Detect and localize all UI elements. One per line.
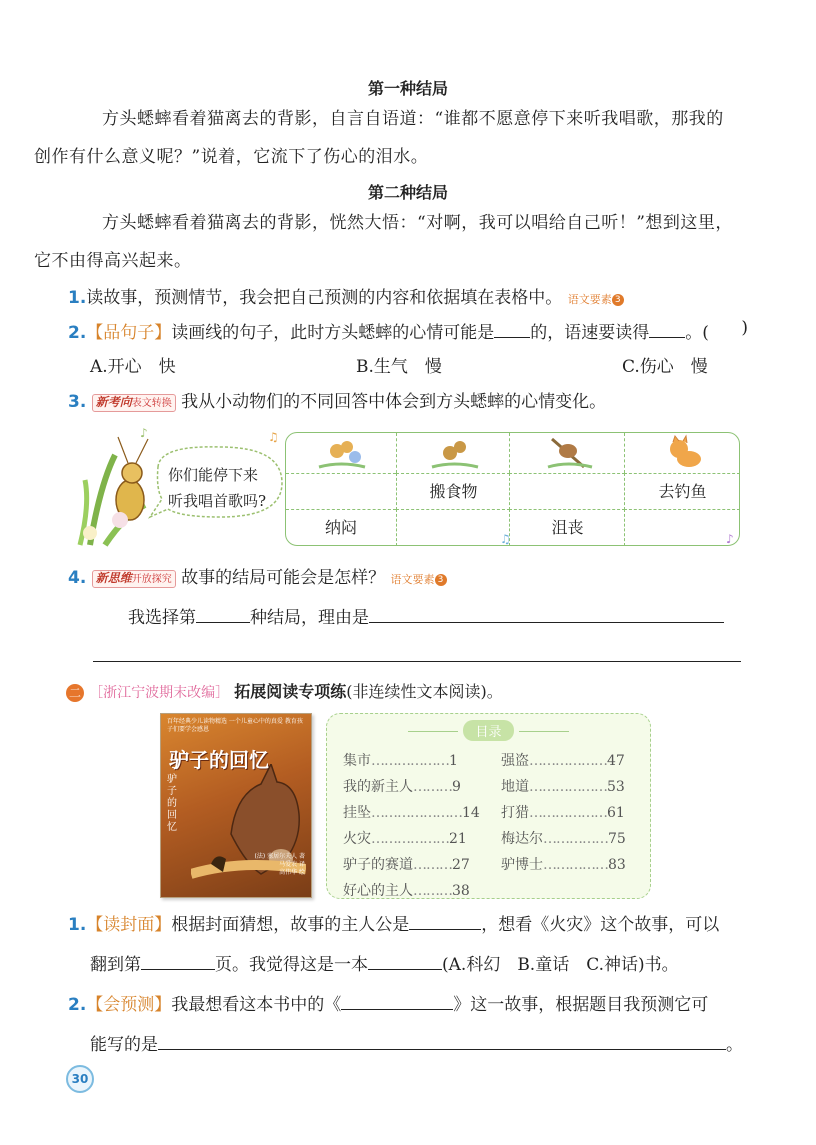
question-text: 我从小动物们的不同回答中体会到方头蟋蟀的心情变化。	[181, 392, 607, 412]
toc-entry-page: 1	[449, 753, 458, 769]
toc-entry-page: 9	[452, 779, 461, 795]
table-cell[interactable]	[624, 509, 740, 546]
answer-blank[interactable]	[196, 605, 250, 623]
cat-icon	[653, 433, 713, 469]
music-note-icon: ♫	[268, 430, 279, 444]
toc-entry-dots: ………………	[371, 753, 449, 769]
toc-entry[interactable]	[501, 776, 625, 796]
language-element-badge: 语文要素 3	[391, 571, 447, 587]
toc-entry[interactable]	[343, 750, 458, 770]
toc-entry-name: 挂坠	[343, 805, 371, 821]
q4-answer-line	[128, 603, 741, 628]
book-translator: 马爱农 译	[279, 861, 305, 868]
question-text: ，想看《火灾》这个故事，可以	[481, 915, 720, 935]
toc-entry-page: 14	[462, 805, 480, 821]
toc-entry-dots: …………………	[371, 805, 462, 821]
ending2-line2: 它不由得高兴起来。	[34, 251, 192, 271]
answer-blank[interactable]	[158, 1032, 726, 1050]
toc-entry-dots: ………………	[371, 831, 449, 847]
toc-entry-name: 我的新主人	[343, 779, 413, 795]
answer-blank[interactable]	[141, 952, 215, 970]
question-number: 1.	[68, 915, 87, 935]
question-text: 。(	[685, 323, 709, 343]
source-tag: ［浙江宁波期末改编］	[89, 685, 230, 701]
question-tag: 【读封面】	[86, 915, 172, 935]
section2-title: 拓展阅读专项练	[234, 682, 347, 701]
book-blurb: 百年经典少儿读物精选 一个儿童心中的真爱 教育孩子们要学会感恩	[167, 718, 303, 733]
music-note-icon: ♫	[500, 532, 511, 546]
toc-entry[interactable]	[343, 802, 480, 822]
ending1-paragraph	[34, 100, 748, 176]
toc-entry-dots: ……………	[543, 857, 608, 873]
question-number: 2.	[68, 995, 87, 1015]
bubble-line: 你们能停下来	[168, 466, 259, 484]
question-text: 能写的是	[90, 1035, 158, 1055]
book-credits	[255, 853, 306, 877]
table-cell: 沮丧	[509, 509, 625, 546]
question-tag: 【会预测】	[86, 995, 172, 1015]
new-thinking-tag: 新思维开放探究	[92, 570, 176, 588]
table-cell[interactable]	[509, 473, 625, 510]
book-cover	[160, 713, 312, 898]
ending1-title: 第一种结局	[367, 79, 448, 98]
answer-blank[interactable]	[368, 952, 442, 970]
page-number: 30	[66, 1065, 94, 1093]
answer-blank[interactable]	[369, 605, 724, 623]
question-3	[68, 387, 606, 412]
table-header-cell	[396, 433, 510, 473]
answer-blank[interactable]	[341, 992, 453, 1010]
section2-subtitle: (非连续性文本阅读)。	[346, 682, 503, 701]
answer-text: 我选择第	[128, 608, 196, 628]
answer-text: 种结局，理由是	[250, 608, 369, 628]
table-of-contents	[326, 713, 651, 899]
bubble-line: 听我唱首歌吗?	[168, 492, 267, 510]
question-text: 读故事，预测情节，我会把自己预测的内容和依据填在表格中。	[86, 288, 563, 308]
toc-entry-name: 驴博士	[501, 857, 543, 873]
table-cell[interactable]	[396, 509, 510, 546]
toc-entry[interactable]	[501, 750, 625, 770]
toc-entry-dots: ………………	[529, 805, 607, 821]
question-text: 我最想看这本书中的《	[171, 995, 342, 1015]
question-number: 1.	[68, 288, 87, 308]
ending1-line1: 方头蟋蟀看着猫离去的背影，自言自语道：“谁都不愿意停下来听我唱歌，那我的	[102, 109, 724, 129]
sparrow-icon	[538, 433, 598, 469]
s2-question-1-line2	[90, 950, 679, 975]
music-note-icon: ♪	[140, 426, 148, 440]
new-direction-tag: 新考向表文转换	[92, 394, 176, 412]
speech-bubble-text	[168, 462, 266, 514]
toc-entry-name: 好心的主人	[343, 883, 413, 899]
cricket-icon	[80, 437, 148, 545]
question-text: 翻到第	[90, 955, 141, 975]
section-marker: 二	[66, 684, 84, 702]
toc-entry[interactable]	[343, 776, 461, 796]
book-illustrator: 高伟华 绘	[279, 869, 305, 876]
music-note-icon: ♪	[726, 532, 734, 546]
answer-blank[interactable]	[494, 320, 530, 338]
s2-question-1	[68, 910, 719, 935]
toc-entry-page: 47	[607, 753, 625, 769]
book-side-title: 驴子的回忆	[167, 774, 177, 833]
table-header-cell	[286, 433, 396, 473]
s2-question-2-line2	[90, 1030, 743, 1055]
toc-entry-dots: ………………	[529, 779, 607, 795]
toc-entry-page: 53	[607, 779, 625, 795]
toc-entry-page: 83	[608, 857, 626, 873]
toc-entry-name: 梅达尔	[501, 831, 543, 847]
section2-header	[66, 679, 503, 702]
question-text: 根据封面猜想，故事的主人公是	[171, 915, 410, 935]
table-cell: 纳闷	[286, 509, 396, 546]
ant-carrying-icon	[424, 433, 484, 469]
question-number: 3.	[68, 392, 87, 412]
toc-heading-wrap	[327, 720, 650, 741]
toc-entry-dots: ………	[413, 857, 452, 873]
language-element-badge: 语文要素 3	[568, 291, 624, 307]
s2-question-2	[68, 990, 708, 1015]
ending2-title: 第二种结局	[367, 183, 448, 202]
option-c[interactable]: C.伤心 慢	[622, 357, 708, 377]
toc-entry[interactable]	[343, 880, 470, 900]
toc-entry[interactable]	[343, 828, 467, 848]
toc-entry-page: 61	[607, 805, 625, 821]
question-2	[68, 318, 748, 343]
table-header-cell	[509, 433, 625, 473]
ending1-line2: 创作有什么意义呢？”说着，它流下了伤心的泪水。	[34, 147, 429, 167]
question-text: 。	[726, 1035, 743, 1055]
toc-entry-name: 火灾	[343, 831, 371, 847]
mood-table	[285, 432, 740, 546]
toc-entry-page: 75	[608, 831, 626, 847]
book-title: 驴子的回忆	[169, 748, 269, 772]
question-text: (A.科幻 B.童话 C.神话)书。	[442, 955, 679, 975]
question-text: 故事的结局可能会是怎样？	[181, 568, 386, 588]
toc-entry[interactable]	[501, 828, 626, 848]
option-b[interactable]: B.生气 慢	[356, 357, 442, 377]
question-text: 》这一故事，根据题目我预测它可	[453, 995, 709, 1015]
book-author: (法) 塞居尔夫人 著	[254, 853, 305, 860]
question-text: 读画线的句子，此时方头蟋蟀的心情可能是	[171, 323, 495, 343]
toc-entry-dots: ………	[413, 883, 452, 899]
answer-paren: )	[741, 318, 748, 338]
option-a[interactable]: A.开心 快	[90, 357, 176, 377]
toc-entry-dots: ………………	[529, 753, 607, 769]
table-header-cell	[624, 433, 740, 473]
ending2-paragraph	[34, 204, 748, 280]
toc-entry-name: 打猎	[501, 805, 529, 821]
answer-line[interactable]	[93, 661, 741, 662]
toc-entry-name: 集市	[343, 753, 371, 769]
question-4	[68, 563, 447, 588]
toc-entry[interactable]	[343, 854, 470, 874]
toc-entry[interactable]	[501, 802, 625, 822]
toc-entry-dots: ………	[413, 779, 452, 795]
toc-entry-page: 21	[449, 831, 467, 847]
ant-icon	[311, 433, 371, 469]
question-text: 的，语速要读得	[530, 323, 650, 343]
question-text: 页。我觉得这是一本	[215, 955, 368, 975]
question-number: 4.	[68, 568, 87, 588]
toc-entry-page: 38	[452, 883, 470, 899]
answer-blank[interactable]	[649, 320, 685, 338]
toc-entry-name: 强盗	[501, 753, 529, 769]
answer-blank[interactable]	[409, 912, 481, 930]
toc-entry[interactable]	[501, 854, 626, 874]
table-cell: 搬食物	[396, 473, 510, 510]
ending2-line1: 方头蟋蟀看着猫离去的背影，恍然大悟：“对啊，我可以唱给自己听！”想到这里，	[102, 213, 733, 233]
toc-entry-page: 27	[452, 857, 470, 873]
toc-entry-name: 地道	[501, 779, 529, 795]
toc-heading: 目录	[463, 720, 513, 741]
question-number: 2.	[68, 323, 87, 343]
toc-entry-dots: ……………	[543, 831, 608, 847]
question-tag: 【品句子】	[86, 323, 172, 343]
table-cell: 去钓鱼	[624, 473, 740, 510]
toc-entry-name: 驴子的赛道	[343, 857, 413, 873]
question-1	[68, 283, 624, 308]
table-cell[interactable]	[286, 473, 396, 510]
